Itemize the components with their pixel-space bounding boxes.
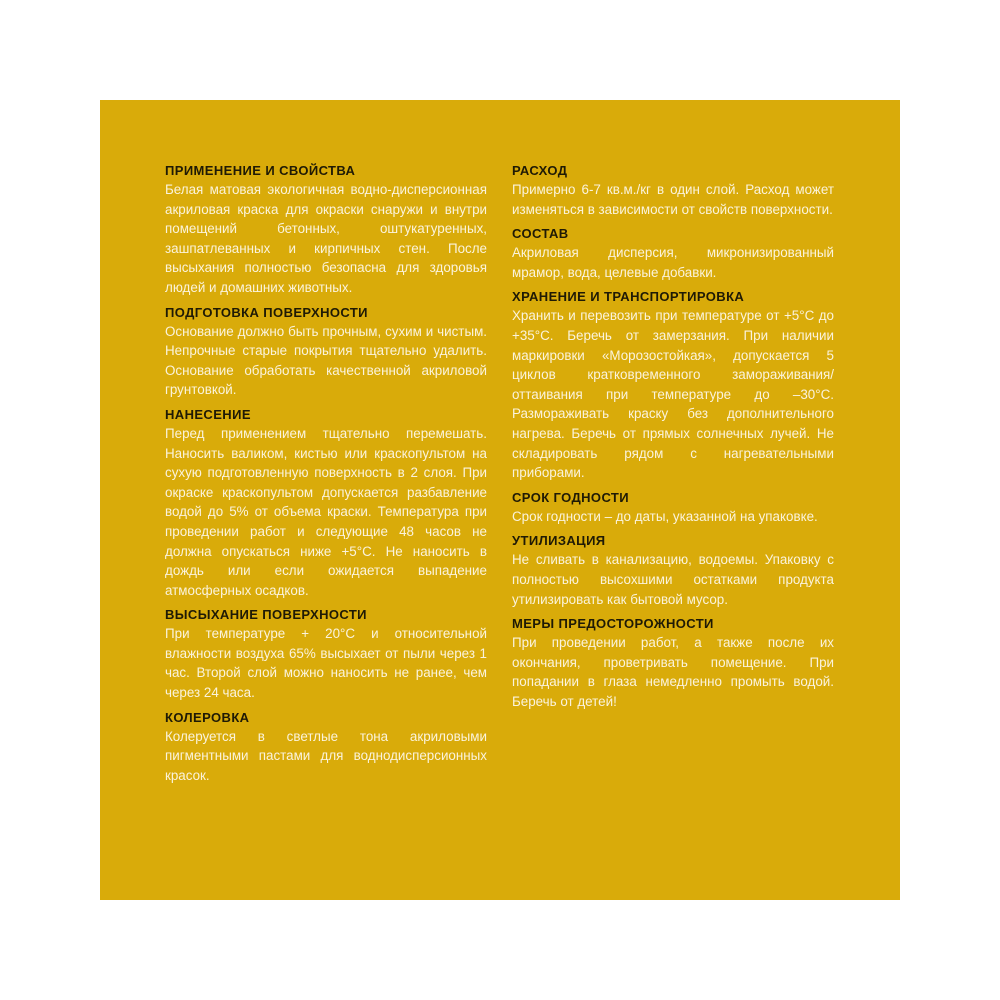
section-consumption [512, 161, 834, 219]
label-panel [100, 100, 900, 900]
section-precautions [512, 614, 834, 711]
section-surface-prep [165, 303, 487, 400]
section-text: Колеруется в светлые тона акриловыми пигментными пастами для воднодисперсионных красок. [165, 728, 487, 783]
section-text: Не сливать в канализацию, водоемы. Упаковку с полностью высохшими остатками продукта утилизировать как бытовой мусор. [512, 552, 834, 607]
section-tinting [165, 708, 487, 786]
section-title: СОСТАВ [512, 226, 569, 242]
section-title: СРОК ГОДНОСТИ [512, 489, 629, 505]
section-text: При проведении работ, а также после их окончания, проветривать помещение. При попадании в глаза немедленно промыть водой. Беречь от детей! [512, 635, 834, 709]
section-text: Основание должно быть прочным, сухим и чистым. Непрочные старые покрытия тщательно удалить. Основание обработать качественной акриловой грунтовкой. [165, 323, 487, 398]
section-title: РАСХОД [512, 163, 568, 178]
section-title: НАНЕСЕНИЕ [165, 406, 251, 422]
right-column [512, 161, 834, 716]
section-title: ПОДГОТОВКА ПОВЕРХНОСТИ [165, 304, 368, 320]
section-title: ВЫСЫХАНИЕ ПОВЕРХНОСТИ [165, 607, 367, 623]
section-drying [165, 605, 487, 702]
section-title: УТИЛИЗАЦИЯ [512, 533, 606, 549]
section-disposal [512, 531, 834, 609]
section-text: Белая матовая экологичная водно-дисперсионная акриловая краска для окраски снаружи и внутри помещений бетонных, оштукатуренных, зашпатлеванных и кирпичных стен. После высыхания полностью безопасна для здоровья людей и домашних животных. [165, 182, 487, 295]
section-application [165, 161, 487, 298]
section-text: При температуре + 20°С и относительной влажности воздуха 65% высыхает от пыли через 1 час. Второй слой можно наносить не ранее, чем через 24 часа. [165, 626, 487, 701]
section-composition [512, 224, 834, 282]
left-column [165, 161, 487, 790]
section-shelf-life [512, 488, 834, 527]
section-title: КОЛЕРОВКА [165, 709, 250, 725]
section-text: Перед применением тщательно перемешать. Наносить валиком, кистью или краскопультом на сухую подготовленную поверхность в 2 слоя. При окраске краскопультом допускается разбавление водой до 5% от объема краски. Температура при проведении работ и следующие 48 часов не должна опускаться ниже +5°С. Не наносить в дождь или если ожидается выпадение атмосферных осадков. [165, 425, 487, 598]
section-title: ПРИМЕНЕНИЕ И СВОЙСТВА [165, 163, 356, 178]
section-storage [512, 287, 834, 482]
section-application-method [165, 405, 487, 600]
section-text: Срок годности – до даты, указанной на упаковке. [512, 508, 818, 524]
section-text: Акриловая дисперсия, микронизированный мрамор, вода, целевые добавки. [512, 245, 834, 280]
section-text: Хранить и перевозить при температуре от +5°С до +35°С. Беречь от замерзания. При наличии маркировки «Морозостойкая», допускается 5 циклов кратковременного замораживания/оттаивания при температуре до –30°С. Размораживать краску без дополнительного нагрева. Беречь от прямых солнечных лучей. Не складировать рядом с нагревательными приборами. [512, 308, 834, 481]
section-text: Примерно 6-7 кв.м./кг в один слой. Расход может изменяться в зависимости от свойств поверхности. [512, 182, 834, 217]
section-title: МЕРЫ ПРЕДОСТОРОЖНОСТИ [512, 616, 714, 632]
section-title: ХРАНЕНИЕ И ТРАНСПОРТИРОВКА [512, 289, 745, 305]
